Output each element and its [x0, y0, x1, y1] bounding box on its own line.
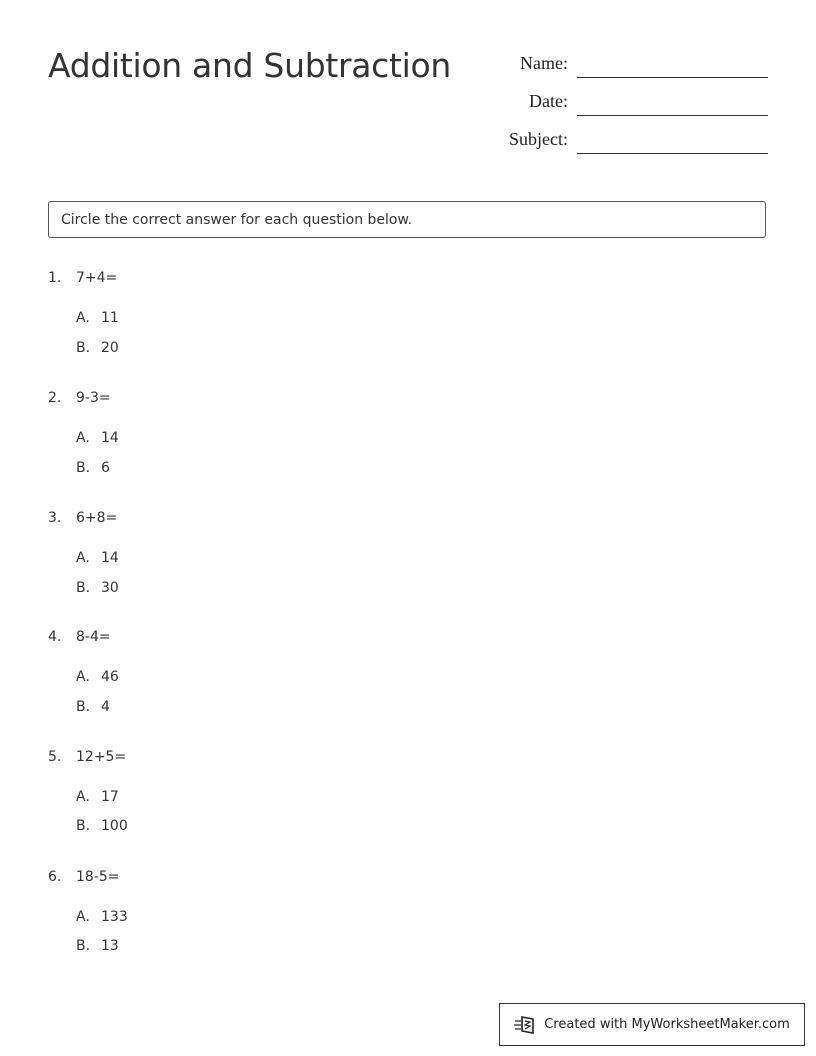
- date-line[interactable]: [577, 115, 768, 116]
- question-2: [48, 390, 448, 476]
- question-number: 6.: [48, 869, 62, 885]
- date-field: [470, 86, 768, 116]
- footer-text: Created with MyWorksheetMaker.com: [544, 1017, 790, 1032]
- option-letter: A.: [76, 789, 90, 805]
- question-text: 6+8=: [76, 510, 118, 526]
- worksheet-logo-icon: [514, 1015, 536, 1035]
- question-text: 18-5=: [76, 869, 120, 885]
- question-text: 8-4=: [76, 629, 111, 645]
- name-field: [470, 48, 768, 78]
- question-text: 12+5=: [76, 749, 127, 765]
- option-text: 14: [101, 430, 119, 446]
- option-text: 14: [101, 550, 119, 566]
- option-text: 17: [101, 789, 119, 805]
- question-number: 2.: [48, 390, 62, 406]
- footer-credit[interactable]: [499, 1003, 805, 1046]
- subject-label: Subject:: [509, 129, 568, 149]
- question-1: [48, 270, 448, 356]
- name-label: Name:: [520, 53, 568, 73]
- option-text: 30: [101, 580, 119, 596]
- date-label: Date:: [529, 91, 568, 111]
- option-letter: A.: [76, 669, 90, 685]
- option-text: 100: [101, 818, 128, 834]
- option-text: 20: [101, 340, 119, 356]
- question-number: 5.: [48, 749, 62, 765]
- question-number: 4.: [48, 629, 62, 645]
- option-text: 4: [101, 699, 110, 715]
- option-letter: B.: [76, 340, 91, 356]
- option-letter: A.: [76, 550, 90, 566]
- option-letter: B.: [76, 699, 91, 715]
- subject-line[interactable]: [577, 153, 768, 154]
- question-number: 1.: [48, 270, 62, 286]
- question-3: [48, 510, 448, 596]
- option-text: 13: [101, 938, 119, 954]
- option-text: 133: [101, 909, 128, 925]
- question-text: 9-3=: [76, 390, 111, 406]
- instructions-box: Circle the correct answer for each question below.: [48, 201, 766, 238]
- option-letter: B.: [76, 580, 91, 596]
- option-letter: A.: [76, 909, 90, 925]
- option-letter: B.: [76, 818, 91, 834]
- option-text: 11: [101, 310, 119, 326]
- page-title: Addition and Subtraction: [48, 46, 452, 85]
- option-letter: B.: [76, 938, 91, 954]
- question-6: [48, 869, 448, 954]
- name-line[interactable]: [577, 77, 768, 78]
- question-4: [48, 629, 448, 715]
- subject-field: [470, 124, 768, 154]
- option-letter: A.: [76, 310, 90, 326]
- question-number: 3.: [48, 510, 62, 526]
- option-text: 46: [101, 669, 119, 685]
- option-letter: B.: [76, 460, 91, 476]
- question-text: 7+4=: [76, 270, 118, 286]
- option-text: 6: [101, 460, 110, 476]
- question-5: [48, 749, 448, 834]
- option-letter: A.: [76, 430, 90, 446]
